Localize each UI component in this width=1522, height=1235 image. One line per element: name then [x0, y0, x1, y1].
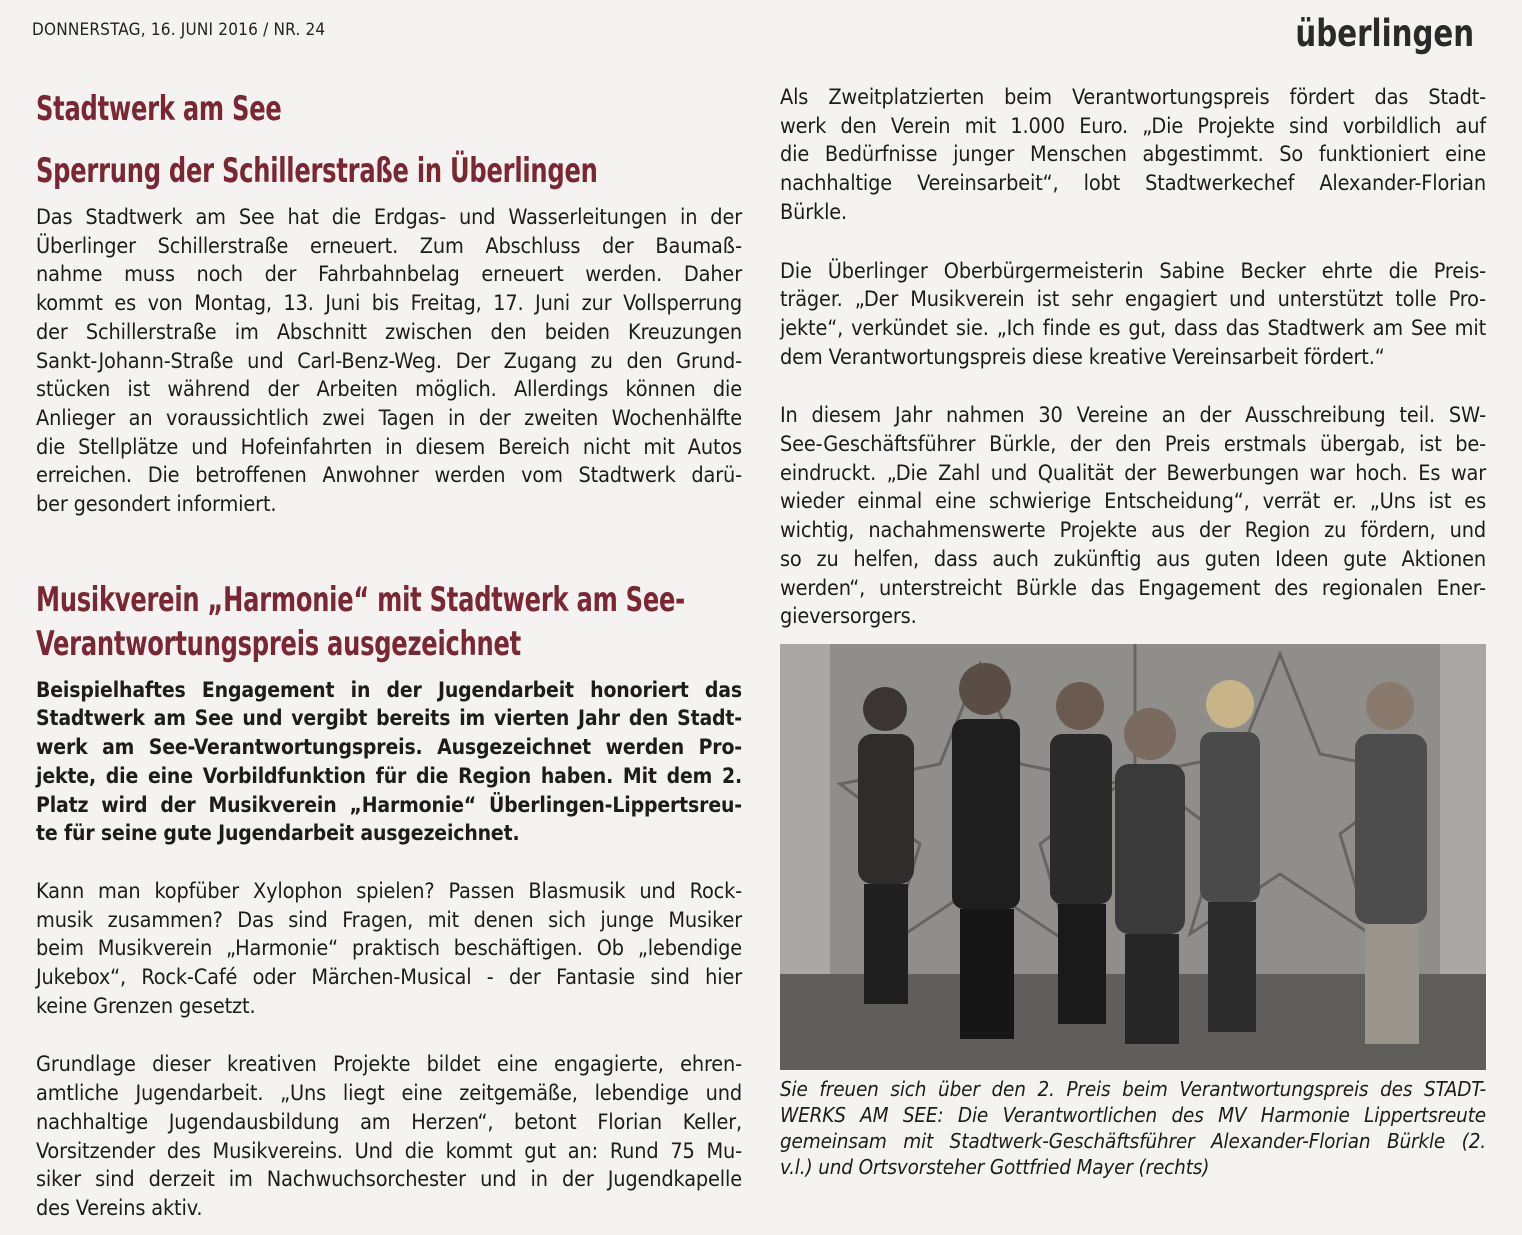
body-line: die Bedürfnisse junger Menschen abgestimmt. So funktioniert eine	[780, 142, 1486, 168]
body-line: nachhaltige Vereinsarbeit“, lobt Stadtwerkechef Alexander-Florian	[780, 171, 1486, 197]
body-line: jekte“, verkündet sie. „Ich finde es gut, dass das Stadtwerk am See mit	[780, 315, 1486, 341]
article2-paragraph-4	[780, 258, 1486, 373]
body-line: Grundlage dieser kreativen Projekte bildet eine engagierte, ehren-	[36, 1052, 742, 1078]
body-line: stücken ist während der Arbeiten möglich. Allerdings können die	[36, 377, 742, 403]
article2-paragraph-3	[780, 84, 1486, 228]
body-line: werk den Verein mit 1.000 Euro. „Die Projekte sind vorbildlich auf	[780, 113, 1486, 139]
body-line: werden“, unterstreicht Bürkle das Engagement des regionalen Ener-	[780, 575, 1486, 601]
lead-line: werk am See-Verantwortungspreis. Ausgezeichnet werden Pro-	[36, 735, 742, 760]
dateline: DONNERSTAG, 16. JUNI 2016 / NR. 24	[32, 20, 326, 40]
body-line: Vorsitzender des Musikvereins. Und die kommt gut an: Rund 75 Mu-	[36, 1138, 742, 1164]
body-line: dem Verantwortungspreis diese kreative Vereinsarbeit fördert.“	[780, 344, 1385, 370]
body-line: träger. „Der Musikverein ist sehr engagiert und unterstützt tolle Pro-	[780, 287, 1486, 313]
group-photo	[780, 644, 1486, 1070]
body-line: See-Geschäftsführer Bürkle, der den Preis erstmals übergab, ist be-	[780, 432, 1486, 458]
lead-line: Stadtwerk am See und vergibt bereits im vierten Jahr den Stadt-	[36, 706, 742, 731]
article2-paragraph-1	[36, 878, 742, 1022]
body-line: musik zusammen? Das sind Fragen, mit denen sich junge Musiker	[36, 907, 742, 933]
body-line: Anlieger an voraussichtlich zwei Tagen in der zweiten Wochenhälfte	[36, 405, 742, 431]
lead-line: te für seine gute Jugendarbeit ausgezeichnet.	[36, 821, 520, 846]
body-line: In diesem Jahr nahmen 30 Vereine an der Ausschreibung teil. SW-	[780, 403, 1486, 429]
body-line: ber gesondert informiert.	[36, 492, 277, 518]
lead-line: Beispielhaftes Engagement in der Jugendarbeit honoriert das	[36, 677, 742, 702]
body-line: beim Musikverein „Harmonie“ praktisch beschäftigen. Ob „lebendige	[36, 936, 742, 962]
body-line: Bürkle.	[780, 199, 848, 225]
article1-body	[36, 204, 742, 520]
article1-headline: Sperrung der Schillerstraße in Überlingen	[36, 151, 598, 191]
group-photo-illustration	[780, 644, 1486, 1070]
body-line: wieder einmal eine schwierige Entscheidung“, verrät er. „Uns ist es	[780, 489, 1486, 515]
body-line: eindruckt. „Die Zahl und Qualität der Bewerbungen war hoch. Es war	[780, 460, 1486, 486]
body-line: gieversorgers.	[780, 604, 917, 630]
body-line: Die Überlinger Oberbürgermeisterin Sabine Becker ehrte die Preis-	[780, 258, 1486, 284]
body-line: nahme muss noch der Fahrbahnbelag erneuert werden. Daher	[36, 262, 742, 288]
article2-lead	[36, 676, 742, 848]
caption-line: WERKS AM SEE: Die Verantwortlichen des MV Harmonie Lippertsreute	[780, 1103, 1486, 1127]
article2-headline-line1: Musikverein „Harmonie“ mit Stadtwerk am See-	[36, 579, 685, 620]
article2-headline-line2: Verantwortungspreis ausgezeichnet	[36, 623, 521, 664]
body-line: siker sind derzeit im Nachwuchsorchester und in der Jugendkapelle	[36, 1167, 742, 1193]
body-line: erreichen. Die betroffenen Anwohner werden vom Stadtwerk darü-	[36, 463, 742, 489]
body-line: keine Grenzen gesetzt.	[36, 993, 256, 1019]
body-line: kommt es von Montag, 13. Juni bis Freitag, 17. Juni zur Vollsperrung	[36, 291, 742, 317]
photo-caption	[780, 1076, 1486, 1180]
body-line: Das Stadtwerk am See hat die Erdgas- und Wasserleitungen in der	[36, 205, 742, 230]
caption-line: Sie freuen sich über den 2. Preis beim Verantwortungspreis des STADT-	[780, 1077, 1486, 1101]
body-line: der Schillerstraße im Abschnitt zwischen den beiden Kreuzungen	[36, 319, 742, 345]
body-line: wichtig, nachahmenswerte Projekte aus der Region zu fördern, und	[780, 518, 1486, 544]
lead-line: jekte, die eine Vorbildfunktion für die Region haben. Mit dem 2.	[36, 763, 742, 788]
caption-line: gemeinsam mit Stadtwerk-Geschäftsführer Alexander-Florian Bürkle (2.	[780, 1129, 1486, 1153]
lead-line: Platz wird der Musikverein „Harmonie“ Überlingen-Lippertsreu-	[36, 792, 742, 817]
body-line: Kann man kopfüber Xylophon spielen? Passen Blasmusik und Rock-	[36, 878, 742, 904]
article2-paragraph-5	[780, 402, 1486, 632]
article1-kicker: Stadtwerk am See	[36, 89, 282, 129]
body-line: Überlinger Schillerstraße erneuert. Zum Abschluss der Baumaß-	[36, 233, 742, 259]
right-column	[780, 84, 1486, 632]
body-line: so zu helfen, dass auch zukünftig aus guten Ideen gute Aktionen	[780, 546, 1486, 572]
article2-paragraph-2	[36, 1051, 742, 1223]
body-line: Als Zweitplatzierten beim Verantwortungspreis fördert das Stadt-	[780, 85, 1486, 110]
caption-line: v.l.) und Ortsvorsteher Gottfried Mayer (rechts)	[780, 1155, 1210, 1179]
body-line: amtliche Jugendarbeit. „Uns liegt eine zeitgemäße, lebendige und	[36, 1081, 742, 1107]
body-line: nachhaltige Jugendausbildung am Herzen“, betont Florian Keller,	[36, 1109, 742, 1135]
section-title: überlingen	[1295, 12, 1474, 55]
body-line: Sankt-Johann-Straße und Carl-Benz-Weg. Der Zugang zu den Grund-	[36, 348, 742, 374]
body-line: Jukebox“, Rock-Café oder Märchen-Musical - der Fantasie sind hier	[36, 965, 742, 991]
body-line: des Vereins aktiv.	[36, 1195, 203, 1221]
left-column	[36, 80, 742, 1224]
body-line: die Stellplätze und Hofeinfahrten in diesem Bereich nicht mit Autos	[36, 434, 742, 460]
